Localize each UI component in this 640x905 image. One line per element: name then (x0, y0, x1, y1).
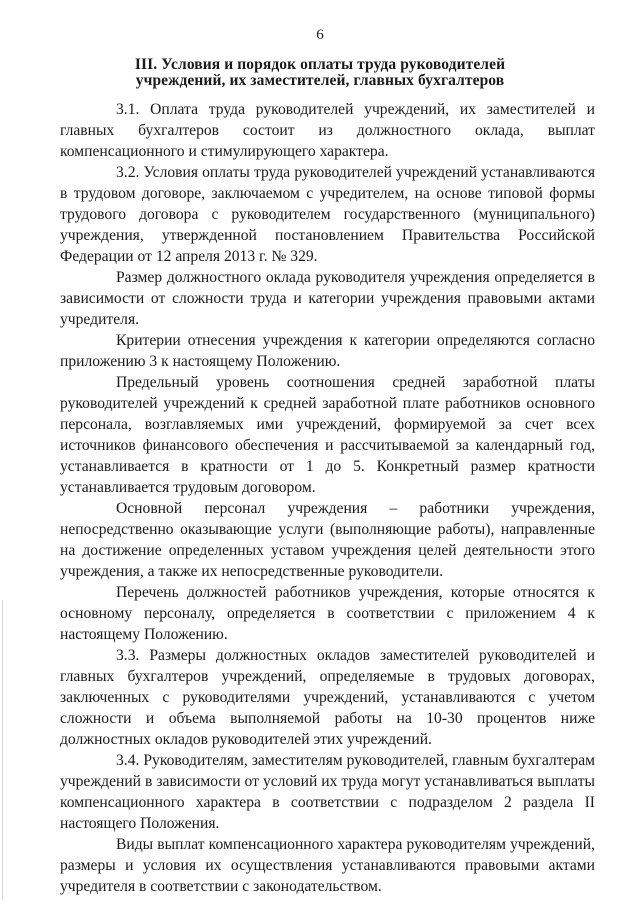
scan-edge-line (2, 600, 3, 900)
page-number: 6 (316, 27, 324, 43)
paragraph-criteria: Критерии отнесения учреждения к категории определяются согласно приложению 3 к настоящему Положению. (60, 332, 595, 370)
paragraph-main-staff: Основной персонал учреждения – работники учреждения, непосредственно оказывающие услуги (выполняющие работы), направленные на достижение определенных уставом учреждения целей деятельности этого учреждения, а также их непосредственные руководители. (60, 500, 595, 580)
paragraph-salary-size: Размер должностного оклада руководителя учреждения определяется в зависимости от сложности труда и категории учреждения правовыми актами учредителя. (60, 269, 595, 328)
paragraph-compensation-types: Виды выплат компенсационного характера руководителям учреждений, размеры и условия их осуществления устанавливаются правовыми актами учредителя в соответствии с законодательством. (60, 836, 595, 895)
section-title: III. Условия и порядок оплаты труда руководителей учреждений, их заместителей, главных бухгалтеров (134, 56, 506, 89)
paragraph-3-2: 3.2. Условия оплаты труда руководителей учреждений устанавливаются в трудовом договоре, заключаемом с учредителем, на основе типовой формы трудового договора с руководителем государственного (муниципального) учреждения, утвержденной постановлением Правительства Российской Федерации от 12 апреля 2013 г. № 329. (60, 164, 595, 265)
paragraph-ratio: Предельный уровень соотношения средней заработной платы руководителей учреждений к средней заработной плате работников основного персонала, возглавляемых ими учреждений, формируемой за счет всех источников финансового обеспечения и рассчитываемой за календарный год, устанавливается в кратности от 1 до 5. Конкретный размер кратности устанавливается трудовым договором. (60, 374, 595, 496)
paragraph-3-4: 3.4. Руководителям, заместителям руководителей, главным бухгалтерам учреждений в зависимости от условий их труда могут устанавливаться выплаты компенсационного характера в соответствии с подразделом 2 раздела II настоящего Положения. (60, 752, 595, 832)
paragraph-positions-list: Перечень должностей работников учреждения, которые относятся к основному персоналу, определяется в соответствии с приложением 4 к настоящему Положению. (60, 584, 595, 643)
body-text (60, 99, 595, 897)
paragraph-3-3: 3.3. Размеры должностных окладов заместителей руководителей и главных бухгалтеров учреждений, определяемые в трудовых договорах, заключенных с руководителями учреждений, устанавливаются с учетом сложности и объема выполняемой работы на 10-30 процентов ниже должностных окладов руководителей этих учреждений. (60, 647, 595, 748)
paragraph-3-1: 3.1. Оплата труда руководителей учреждений, их заместителей и главных бухгалтеров состоит из должностного оклада, выплат компенсационного и стимулирующего характера. (60, 101, 595, 160)
